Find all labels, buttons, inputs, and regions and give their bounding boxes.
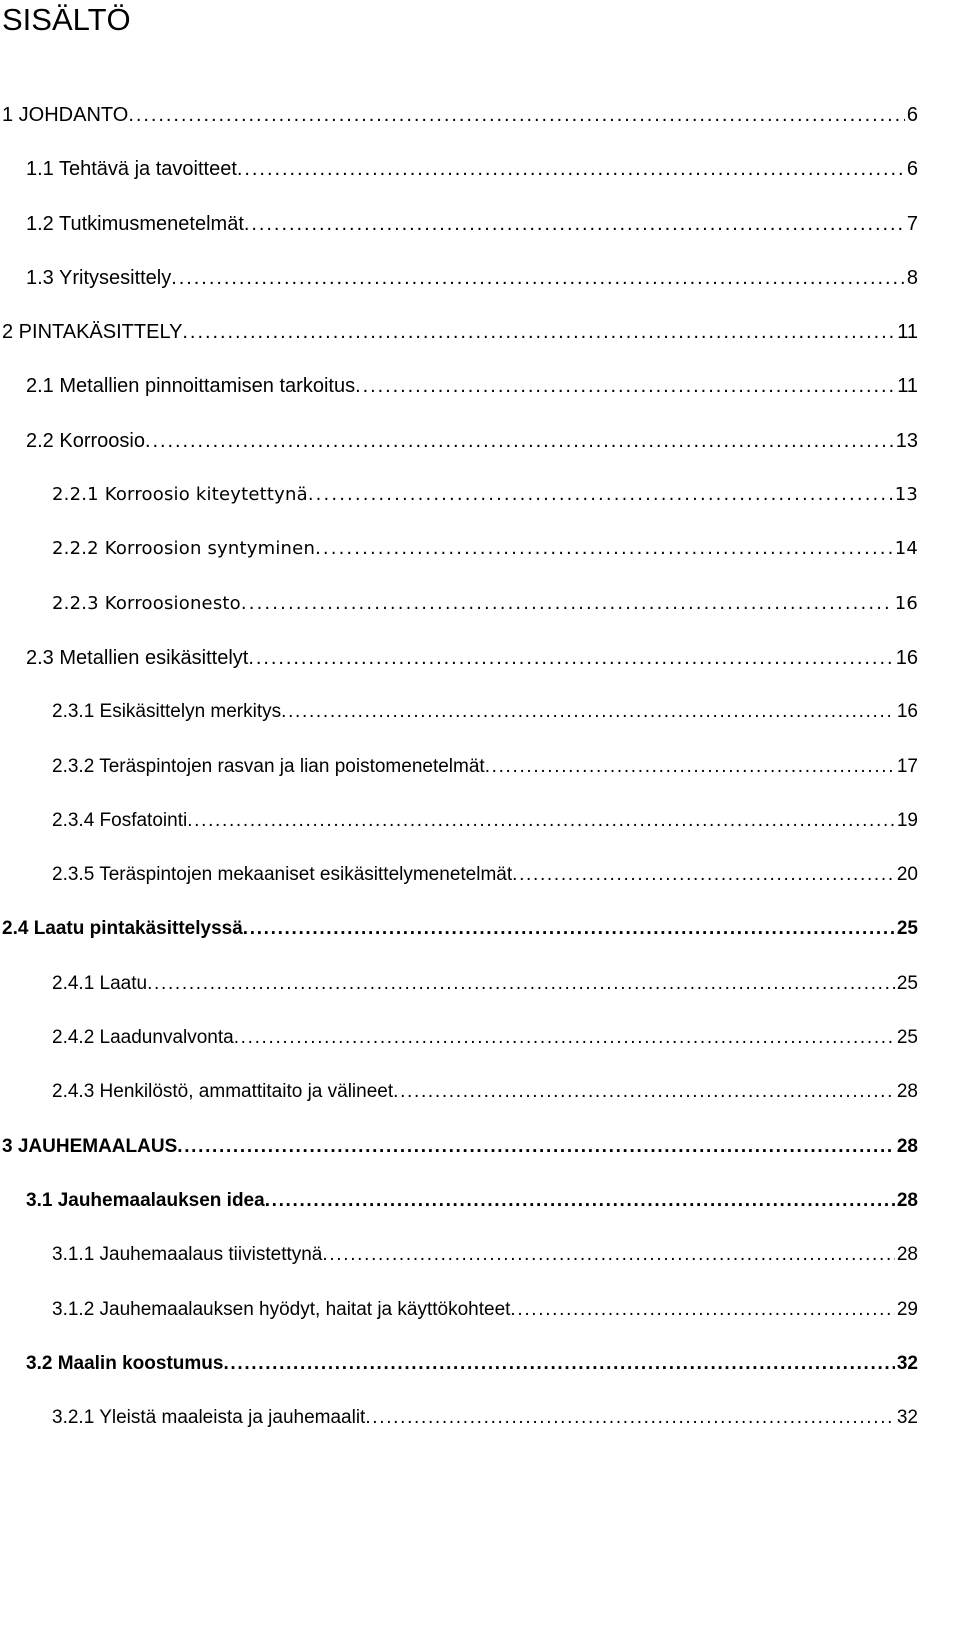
- toc-entry-page: 17: [896, 755, 918, 777]
- toc-entry[interactable]: [0, 647, 960, 701]
- toc-entry-label: 2.4.3 Henkilöstö, ammattitaito ja välineet: [52, 1081, 394, 1103]
- toc-entry-label: 1.1 Tehtävä ja tavoitteet: [26, 158, 237, 181]
- toc-entry[interactable]: [0, 158, 960, 212]
- toc-entry[interactable]: [0, 538, 960, 592]
- toc-entry-label: 2.3 Metallien esikäsittelyt: [26, 646, 249, 669]
- toc-entry-page: 32: [896, 1407, 918, 1429]
- toc-dot-leader: [171, 267, 905, 290]
- toc-entry-page: 25: [896, 1027, 918, 1049]
- toc-entry-page: 16: [896, 701, 918, 723]
- toc-dot-leader: [128, 104, 905, 127]
- toc-dot-leader: [243, 918, 895, 940]
- toc-entry-label: 2.2.3 Korroosionesto: [52, 592, 241, 614]
- toc-dot-leader: [223, 1353, 894, 1375]
- toc-entry[interactable]: [0, 1407, 960, 1461]
- toc-entry-page: 16: [894, 592, 918, 614]
- toc-entry[interactable]: [0, 1081, 960, 1135]
- toc-entry-page: 8: [906, 266, 918, 289]
- toc-entry[interactable]: [0, 756, 960, 810]
- toc-dot-leader: [485, 756, 895, 778]
- toc-entry-page: 28: [896, 1135, 918, 1157]
- toc-entry-label: 2 PINTAKÄSITTELY: [2, 321, 183, 344]
- toc-entry-label: 2.3.5 Teräspintojen mekaaniset esikäsittelymenetelmät: [52, 864, 513, 886]
- toc-entry-page: 6: [906, 158, 918, 181]
- toc-entry[interactable]: [0, 267, 960, 321]
- toc-dot-leader: [322, 1244, 894, 1266]
- toc-entry[interactable]: [0, 864, 960, 918]
- toc-dot-leader: [315, 538, 893, 559]
- toc-entry-page: 11: [897, 375, 918, 398]
- toc-entry-label: 1.3 Yritysesittely: [26, 266, 172, 289]
- toc-entry-page: 13: [895, 429, 918, 452]
- toc-dot-leader: [234, 1027, 895, 1049]
- toc-dot-leader: [512, 864, 895, 886]
- toc-dot-leader: [241, 593, 893, 614]
- toc-entry-page: 19: [896, 809, 918, 831]
- toc-entry-page: 28: [896, 1244, 918, 1266]
- table-of-contents: [0, 104, 960, 1461]
- toc-entry-label: 3 JAUHEMAALAUS: [2, 1135, 178, 1157]
- toc-dot-leader: [177, 1136, 895, 1158]
- toc-dot-leader: [145, 430, 894, 453]
- toc-entry-label: 3.2.1 Yleistä maaleista ja jauhemaalit: [52, 1407, 366, 1429]
- toc-dot-leader: [510, 1299, 894, 1321]
- toc-dot-leader: [393, 1081, 895, 1103]
- toc-entry-page: 32: [896, 1352, 918, 1374]
- toc-entry-label: 2.2.2 Korroosion syntyminen: [52, 538, 316, 560]
- toc-dot-leader: [244, 213, 905, 236]
- toc-entry-label: 1 JOHDANTO: [2, 104, 129, 126]
- toc-entry[interactable]: [0, 973, 960, 1027]
- toc-entry-page: 14: [894, 538, 918, 560]
- toc-entry-label: 2.3.2 Teräspintojen rasvan ja lian poistomenetelmät: [52, 755, 485, 777]
- toc-entry-label: 2.1 Metallien pinnoittamisen tarkoitus: [26, 375, 356, 398]
- toc-entry-page: 28: [896, 1081, 918, 1103]
- toc-entry[interactable]: [0, 918, 960, 972]
- toc-entry-page: 13: [894, 484, 918, 506]
- toc-entry-page: 20: [896, 864, 918, 886]
- toc-entry-page: 7: [906, 212, 918, 235]
- toc-dot-leader: [187, 810, 895, 832]
- toc-dot-leader: [237, 158, 905, 181]
- toc-entry-page: 25: [896, 972, 918, 994]
- toc-entry[interactable]: [0, 810, 960, 864]
- toc-entry[interactable]: [0, 1027, 960, 1081]
- toc-dot-leader: [265, 1190, 895, 1212]
- page-title: SISÄLTÖ: [2, 2, 131, 37]
- toc-dot-leader: [182, 321, 895, 344]
- toc-dot-leader: [308, 484, 893, 505]
- toc-entry-label: 2.2 Korroosio: [26, 429, 145, 452]
- toc-entry-label: 2.4.2 Laadunvalvonta: [52, 1027, 234, 1049]
- toc-entry-label: 2.3.1 Esikäsittelyn merkitys: [52, 701, 282, 723]
- toc-dot-leader: [147, 973, 895, 995]
- toc-entry[interactable]: [0, 701, 960, 755]
- toc-dot-leader: [281, 701, 895, 723]
- toc-entry[interactable]: [0, 1353, 960, 1407]
- toc-entry[interactable]: [0, 1299, 960, 1353]
- toc-entry[interactable]: [0, 1136, 960, 1190]
- toc-entry[interactable]: [0, 1190, 960, 1244]
- toc-entry[interactable]: [0, 430, 960, 484]
- toc-entry[interactable]: [0, 484, 960, 538]
- toc-entry[interactable]: [0, 375, 960, 429]
- toc-entry-page: 6: [906, 104, 918, 126]
- toc-entry-label: 3.1.1 Jauhemaalaus tiivistettynä: [52, 1244, 323, 1266]
- toc-entry-label: 2.3.4 Fosfatointi: [52, 809, 188, 831]
- toc-entry[interactable]: [0, 321, 960, 375]
- toc-entry-page: 16: [895, 646, 918, 669]
- toc-entry-page: 25: [896, 918, 918, 940]
- toc-dot-leader: [248, 647, 893, 670]
- toc-entry[interactable]: [0, 593, 960, 647]
- toc-entry[interactable]: [0, 104, 960, 158]
- toc-entry-label: 3.1.2 Jauhemaalauksen hyödyt, haitat ja käyttökohteet: [52, 1298, 511, 1320]
- toc-entry-label: 3.1 Jauhemaalauksen idea: [26, 1189, 265, 1211]
- toc-entry-label: 2.4.1 Laatu: [52, 972, 148, 994]
- toc-entry-label: 2.4 Laatu pintakäsittelyssä: [2, 918, 243, 940]
- toc-entry-page: 11: [897, 321, 918, 344]
- toc-entry-label: 2.2.1 Korroosio kiteytettynä: [52, 484, 308, 506]
- toc-entry[interactable]: [0, 1244, 960, 1298]
- toc-entry-page: 29: [896, 1298, 918, 1320]
- toc-entry-label: 3.2 Maalin koostumus: [26, 1352, 224, 1374]
- toc-entry-label: 1.2 Tutkimusmenetelmät: [26, 212, 244, 235]
- toc-dot-leader: [355, 375, 895, 398]
- toc-entry-page: 28: [896, 1189, 918, 1211]
- toc-entry[interactable]: [0, 213, 960, 267]
- toc-dot-leader: [365, 1407, 895, 1429]
